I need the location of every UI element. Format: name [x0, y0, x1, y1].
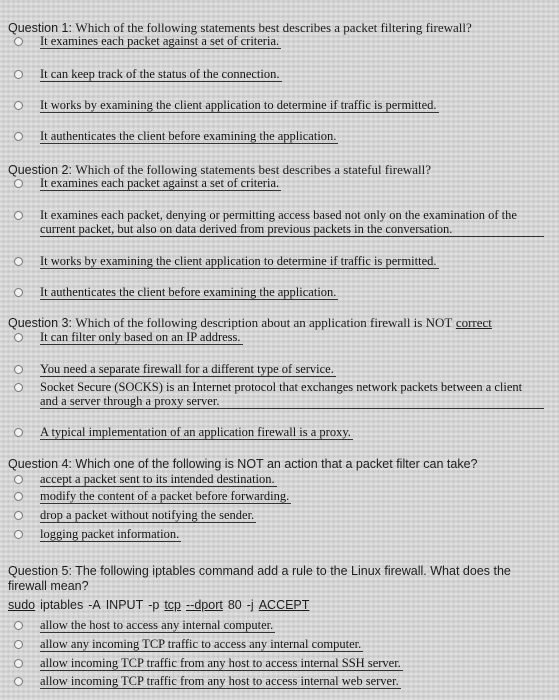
option-text: It authenticates the client before examining the application.	[40, 129, 337, 143]
radio-button[interactable]	[14, 428, 23, 437]
question-number: Question 5:	[8, 564, 72, 578]
q4-option-3[interactable]	[14, 508, 544, 523]
radio-button[interactable]	[14, 677, 23, 686]
q4-option-2[interactable]	[14, 489, 544, 504]
command-token: ACCEPT	[258, 598, 310, 612]
command-token: sudo	[8, 598, 36, 612]
q5-option-2[interactable]	[14, 637, 544, 652]
option-text: accept a packet sent to its intended destination.	[40, 472, 275, 486]
q5-option-1[interactable]	[14, 618, 544, 633]
iptables-command	[8, 598, 314, 612]
radio-button[interactable]	[14, 179, 23, 188]
question-text: Which of the following description about an application firewall is NOT	[75, 315, 453, 330]
question-number: Question 4:	[8, 457, 72, 471]
q1-option-4[interactable]	[14, 129, 544, 144]
q1-option-2[interactable]	[14, 67, 544, 82]
radio-button[interactable]	[14, 475, 23, 484]
option-text: allow any incoming TCP traffic to access any internal computer.	[40, 637, 362, 651]
question-number: Question 1:	[8, 21, 72, 35]
option-text: logging packet information.	[40, 527, 180, 541]
radio-button[interactable]	[14, 383, 23, 392]
q1-option-1[interactable]	[14, 34, 544, 49]
option-text: It can keep track of the status of the connection.	[40, 67, 280, 81]
command-token: --dport	[186, 598, 223, 612]
command-token: 80	[227, 598, 242, 612]
question-text: Which one of the following is NOT an action that a packet filter can take?	[75, 457, 478, 471]
q5-option-3[interactable]	[14, 656, 544, 671]
command-token: -p	[148, 598, 160, 612]
option-text: Socket Secure (SOCKS) is an Internet protocol that exchanges network packets between a client and a server through a proxy server.	[40, 380, 544, 409]
option-text: It authenticates the client before examining the application.	[40, 285, 337, 299]
radio-button[interactable]	[14, 640, 23, 649]
option-text: It examines each packet, denying or permitting access based not only on the examination of the current packet, but also on data derived from previous packets in the conversation.	[40, 208, 544, 237]
option-text: It works by examining the client application to determine if traffic is permitted.	[40, 254, 437, 268]
option-text: It works by examining the client application to determine if traffic is permitted.	[40, 98, 437, 112]
q3-option-2[interactable]	[14, 362, 544, 377]
radio-button[interactable]	[14, 511, 23, 520]
question-text: Which of the following statements best describes a stateful firewall?	[75, 162, 431, 177]
q5-option-4[interactable]	[14, 674, 544, 689]
option-text: drop a packet without notifying the sender.	[40, 508, 255, 522]
q1-option-3[interactable]	[14, 98, 544, 113]
question-text: The following iptables command add a rule to the Linux firewall. What does the firewall mean?	[8, 564, 511, 593]
q3-option-3[interactable]	[14, 380, 544, 409]
option-text: It examines each packet against a set of criteria.	[40, 176, 280, 190]
radio-button[interactable]	[14, 70, 23, 79]
option-text: It examines each packet against a set of criteria.	[40, 34, 280, 48]
q4-option-4[interactable]	[14, 527, 544, 542]
q4-option-1[interactable]	[14, 472, 544, 487]
option-text: allow incoming TCP traffic from any host to access internal SSH server.	[40, 656, 401, 670]
radio-button[interactable]	[14, 333, 23, 342]
question-4	[8, 457, 553, 472]
radio-button[interactable]	[14, 37, 23, 46]
option-text: A typical implementation of an application firewall is a proxy.	[40, 425, 351, 439]
radio-button[interactable]	[14, 132, 23, 141]
option-text: allow incoming TCP traffic from any host to access internal web server.	[40, 674, 399, 688]
question-number: Question 2:	[8, 163, 72, 177]
q2-option-2[interactable]	[14, 208, 544, 237]
q3-option-1[interactable]	[14, 330, 544, 345]
q2-option-1[interactable]	[14, 176, 544, 191]
command-token: -A	[88, 598, 101, 612]
radio-button[interactable]	[14, 492, 23, 501]
command-token: tcp	[164, 598, 182, 612]
q3-option-4[interactable]	[14, 425, 544, 440]
option-text: allow the host to access any internal computer.	[40, 618, 274, 632]
question-text: Which of the following statements best describes a packet filtering firewall?	[75, 20, 472, 35]
radio-button[interactable]	[14, 101, 23, 110]
q2-option-4[interactable]	[14, 285, 544, 300]
question-3	[8, 315, 553, 331]
radio-button[interactable]	[14, 530, 23, 539]
radio-button[interactable]	[14, 365, 23, 374]
command-token: INPUT	[105, 598, 144, 612]
radio-button[interactable]	[14, 288, 23, 297]
radio-button[interactable]	[14, 211, 23, 220]
question-number: Question 3:	[8, 316, 72, 330]
option-text: It can filter only based on an IP address.	[40, 330, 241, 344]
option-text: You need a separate firewall for a different type of service.	[40, 362, 334, 376]
question-emphasis: correct	[455, 315, 492, 330]
radio-button[interactable]	[14, 621, 23, 630]
command-token: -j	[246, 598, 254, 612]
q2-option-3[interactable]	[14, 254, 544, 269]
command-token: iptables	[40, 598, 84, 612]
option-text: modify the content of a packet before forwarding.	[40, 489, 290, 503]
question-5	[8, 564, 553, 594]
radio-button[interactable]	[14, 659, 23, 668]
radio-button[interactable]	[14, 257, 23, 266]
